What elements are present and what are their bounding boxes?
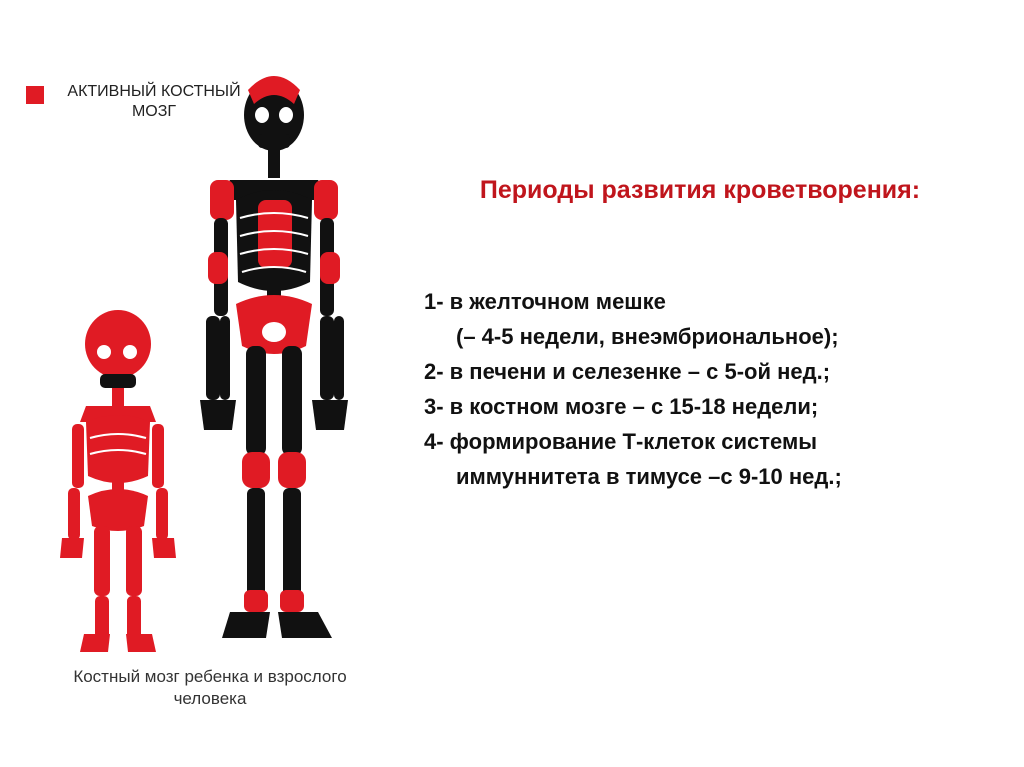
period-item-4: 4- формирование Т-клеток системы [424, 429, 818, 454]
period-item-2: 2- в печени и селезенке – с 5-ой нед.; [424, 359, 831, 384]
period-item-1-detail: (– 4-5 недели, внеэмбриональное); [456, 324, 839, 349]
legend-label: АКТИВНЫЙ КОСТНЫЙ МОЗГ [67, 83, 241, 120]
skeletons-icon [40, 60, 420, 660]
period-item-3: 3- в костном мозге – с 15-18 недели; [424, 394, 819, 419]
slide-title: Периоды развития кроветворения: [479, 176, 921, 204]
period-item-4-detail: иммуннитета в тимусе –с 9-10 нед.; [456, 464, 842, 489]
skeletons-illustration [40, 60, 420, 660]
child-skeleton [60, 310, 176, 652]
illustration-caption: Костный мозг ребенка и взрослого человека [73, 667, 347, 708]
adult-skeleton [200, 76, 348, 638]
period-item-1: 1- в желточном мешке [424, 289, 666, 314]
periods-list [424, 284, 1019, 494]
